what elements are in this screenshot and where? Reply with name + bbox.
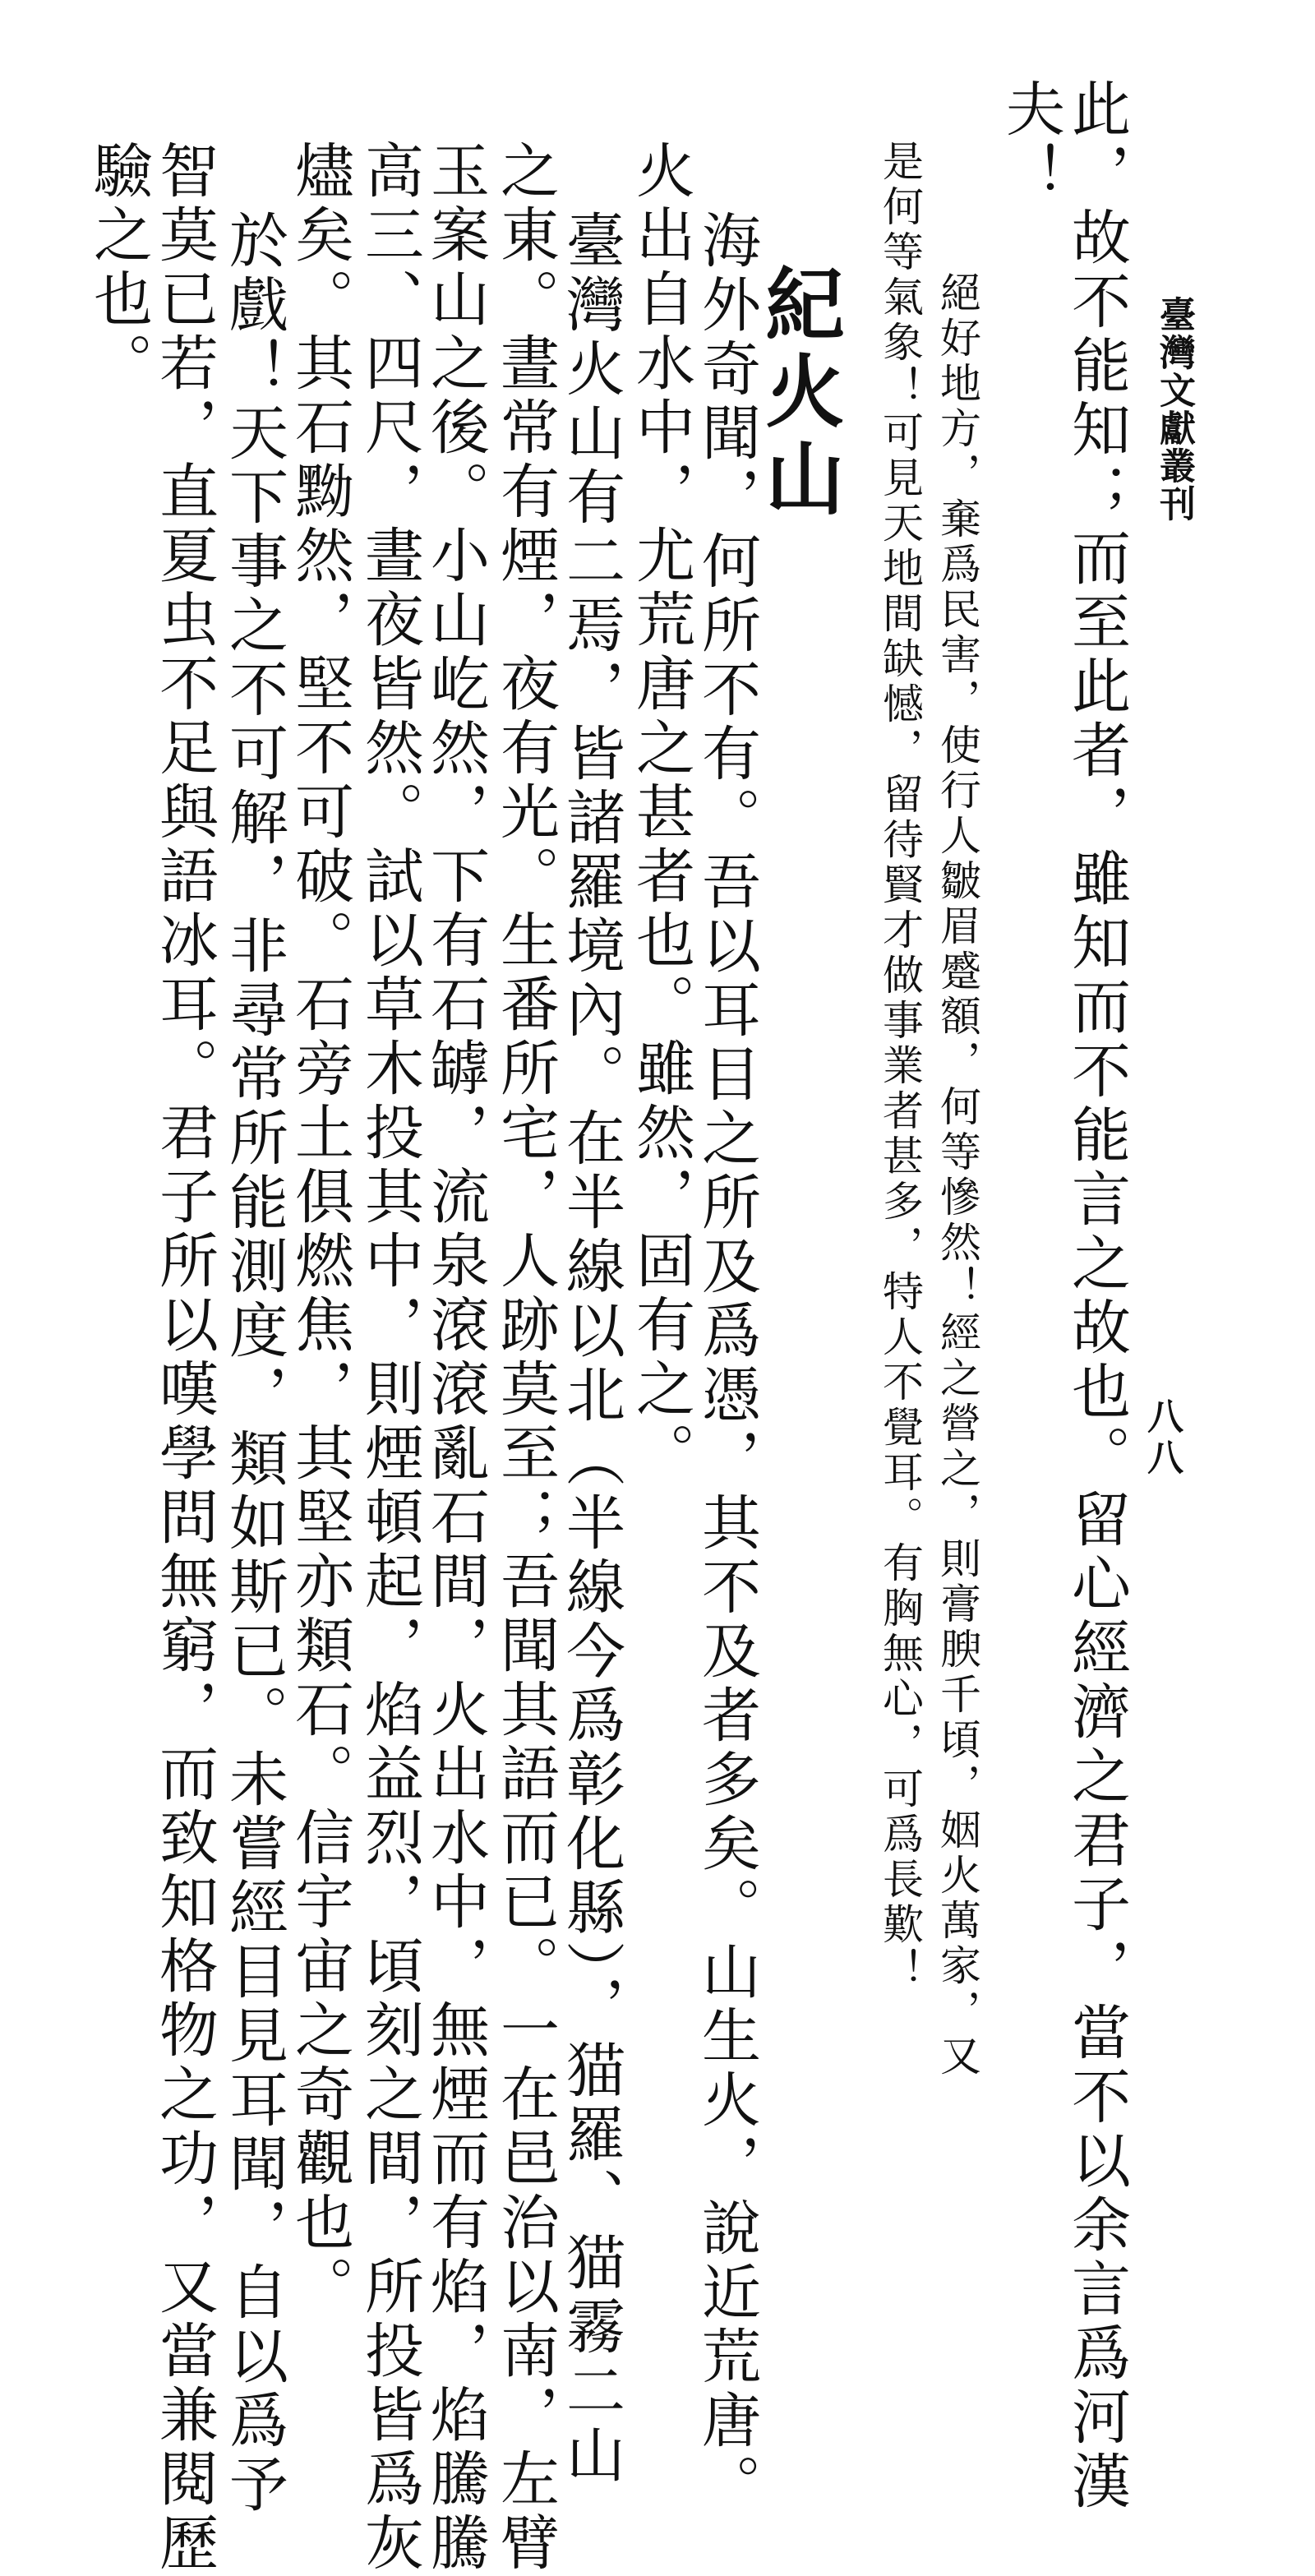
text-column: 夫！ bbox=[996, 78, 1065, 206]
text-column: 高三、四尺，晝夜皆然。試以草木投其中，則煙頓起，焰益烈，頃刻之間，所投皆爲灰 bbox=[355, 140, 424, 2576]
text-column: 驗之也。 bbox=[84, 140, 153, 396]
text-column: 火出自水中，尤荒唐之甚者也。雖然，固有之。 bbox=[626, 140, 695, 1486]
text-column: 之東。晝常有煙，夜有光。生番所宅，人跡莫至；吾聞其語而已。一在邑治以南，左臂 bbox=[491, 140, 560, 2576]
page-number: 八八 bbox=[1141, 1397, 1183, 1480]
running-title: 臺灣文獻叢刊 bbox=[1153, 296, 1195, 523]
text-column: 燼矣。其石黝然，堅不可破。石旁土俱燃焦，其堅亦類石。信宇宙之奇觀也。 bbox=[285, 140, 354, 2320]
section-title: 紀火山 bbox=[753, 263, 846, 524]
text-column: 此，故不能知；而至此者，雖知而不能言之故也。留心經濟之君子，當不以余言爲河漢 bbox=[1062, 78, 1131, 2514]
text-column: 臺灣火山有二焉，皆諸羅境內。在半線以北（半線今爲彰化縣），猫羅、猫霧二山 bbox=[556, 210, 625, 2488]
text-column: 智莫已若，直夏虫不足與語冰耳。君子所以嘆學問無窮，而致知格物之功，又當兼閱歷 bbox=[150, 140, 219, 2576]
text-column: 玉案山之後。小山屹然，下有石罅，流泉滾滾亂石間，火出水中，無煙而有焰，焰騰騰 bbox=[421, 140, 490, 2576]
commentary-column: 是何等氣象！可見天地間缺憾，留待賢才做事業者甚多，特人不覺耳。有胸無心，可爲長歎！ bbox=[876, 140, 924, 1993]
text-column: 海外奇聞，何所不有。吾以耳目之所及爲憑，其不及者多矣。山生火，說近荒唐。 bbox=[692, 210, 761, 2518]
text-column: 於戲！天下事之不可解，非尋常所能測度，類如斯已。未嘗經目見耳聞，自以爲予 bbox=[219, 210, 288, 2518]
commentary-column: 絕好地方，棄爲民害，使行人皺眉蹙額，何等慘然！經之營之，則膏腴千頃，姻火萬家，又 bbox=[934, 271, 981, 2080]
